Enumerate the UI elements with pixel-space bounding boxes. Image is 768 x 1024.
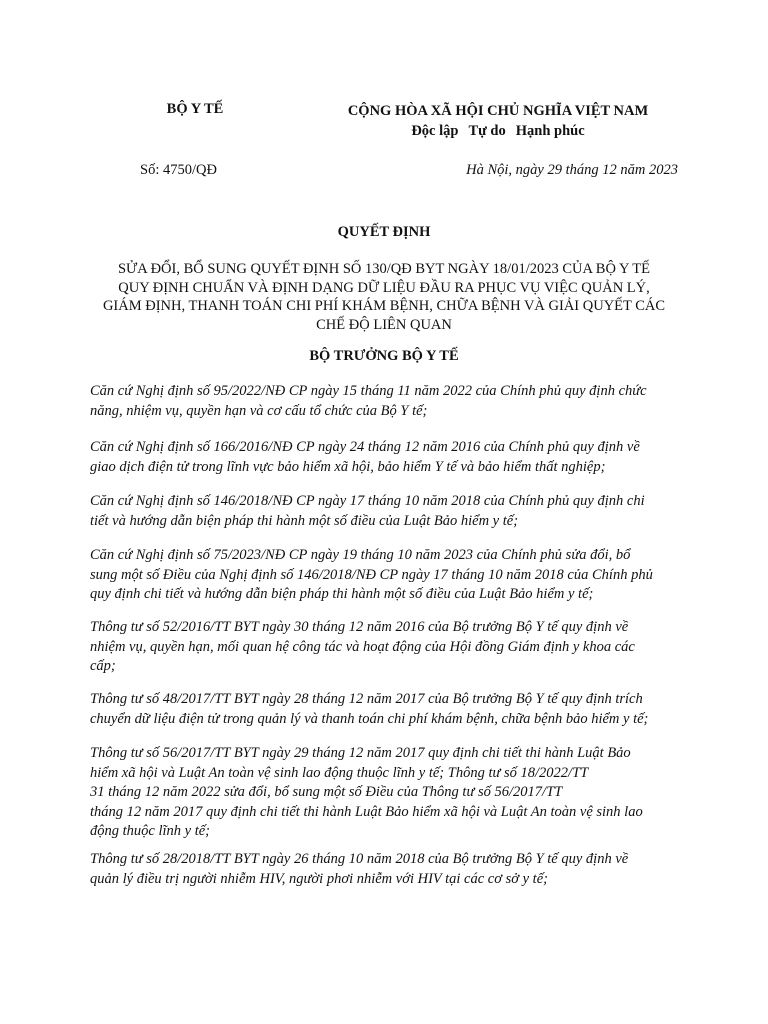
paragraph-line: Căn cứ Nghị định số 75/2023/NĐ CP ngày 19 tháng 10 năm 2023 của Chính phủ sửa đổi, bổ	[90, 547, 631, 563]
document-date: Hà Nội, ngày 29 tháng 12 năm 2023	[466, 162, 678, 178]
legal-basis-paragraph	[90, 690, 682, 729]
country-name: CỘNG HÒA XÃ HỘI CHỦ NGHĨA VIỆT NAM	[347, 103, 649, 119]
paragraph-line: động thuộc lĩnh y tế;	[90, 823, 211, 839]
paragraph-line: Căn cứ Nghị định số 146/2018/NĐ CP ngày 17 tháng 10 năm 2018 của Chính phủ quy định chi	[90, 493, 645, 509]
paragraph-line: Thông tư số 48/2017/TT BYT ngày 28 tháng 12 năm 2017 của Bộ trưởng Bộ Y tế quy định trích	[90, 691, 643, 707]
motto-freedom: Tự do	[468, 123, 506, 139]
legal-basis-paragraph	[90, 744, 682, 842]
document-subtitle	[90, 260, 678, 334]
legal-basis-paragraph	[90, 850, 682, 889]
subtitle-line: QUY ĐỊNH CHUẨN VÀ ĐỊNH DẠNG DỮ LIỆU ĐẦU RA PHỤC VỤ VIỆC QUẢN LÝ,	[118, 279, 650, 296]
document-title: QUYẾT ĐỊNH	[337, 224, 431, 240]
paragraph-line: năng, nhiệm vụ, quyền hạn và cơ cấu tổ chức của Bộ Y tế;	[90, 402, 428, 419]
paragraph-line: quản lý điều trị người nhiễm HIV, người phơi nhiễm với HIV tại các cơ sở y tế;	[90, 870, 548, 887]
paragraph-line: 31 tháng 12 năm 2022 sửa đổi, bổ sung một số Điều của Thông tư số 56/2017/TT	[90, 784, 563, 800]
motto-happiness: Hạnh phúc	[515, 123, 585, 139]
subtitle-line: CHẾ ĐỘ LIÊN QUAN	[316, 316, 452, 333]
legal-basis-paragraph	[90, 492, 682, 531]
paragraph-line: giao dịch điện tử trong lĩnh vực bảo hiểm xã hội, bảo hiểm Y tế và bảo hiểm thất nghiệp;	[90, 458, 606, 475]
national-header	[318, 101, 678, 141]
paragraph-line: hiểm xã hội và Luật An toàn vệ sinh lao động thuộc lĩnh y tế; Thông tư số 18/2022/TT	[90, 764, 589, 781]
legal-basis-paragraph	[90, 618, 682, 677]
subtitle-line: GIÁM ĐỊNH, THANH TOÁN CHI PHÍ KHÁM BỆNH, CHỮA BỆNH VÀ GIẢI QUYẾT CÁC	[102, 298, 666, 314]
national-motto	[318, 121, 678, 141]
paragraph-line: nhiệm vụ, quyền hạn, mối quan hệ công tác và hoạt động của Hội đồng Giám định y khoa các	[90, 638, 635, 655]
document-number: Số: 4750/QĐ	[140, 162, 217, 178]
paragraph-line: tháng 12 năm 2017 quy định chi tiết thi hành Luật Bảo hiểm xã hội và Luật An toàn vệ sinh lao	[90, 803, 643, 820]
paragraph-line: Thông tư số 56/2017/TT BYT ngày 29 tháng 12 năm 2017 quy định chi tiết thi hành Luật Bảo	[90, 745, 631, 761]
paragraph-line: Căn cứ Nghị định số 166/2016/NĐ CP ngày 24 tháng 12 năm 2016 của Chính phủ quy định về	[90, 439, 640, 455]
paragraph-line: sung một số Điều của Nghị định số 146/2018/NĐ CP ngày 17 tháng 10 năm 2018 của Chính phủ	[90, 566, 653, 583]
issuing-authority: BỘ TRƯỞNG BỘ Y TẾ	[309, 348, 459, 364]
paragraph-line: tiết và hướng dẫn biện pháp thi hành một số điều của Luật Bảo hiểm y tế;	[90, 512, 519, 529]
paragraph-line: Căn cứ Nghị định số 95/2022/NĐ CP ngày 15 tháng 11 năm 2022 của Chính phủ quy định chức	[90, 383, 647, 399]
paragraph-line: chuyển dữ liệu điện tử trong quản lý và thanh toán chi phí khám bệnh, chữa bệnh bảo hiểm y tế;	[90, 710, 649, 727]
paragraph-line: Thông tư số 28/2018/TT BYT ngày 26 tháng 10 năm 2018 của Bộ trưởng Bộ Y tế quy định về	[90, 851, 629, 867]
legal-basis-paragraph	[90, 382, 682, 421]
motto-independence: Độc lập	[411, 123, 459, 139]
legal-basis-paragraph	[90, 546, 682, 605]
paragraph-line: cấp;	[90, 658, 116, 674]
subtitle-line: SỬA ĐỔI, BỔ SUNG QUYẾT ĐỊNH SỐ 130/QĐ BYT NGÀY 18/01/2023 CỦA BỘ Y TẾ	[117, 261, 651, 277]
paragraph-line: Thông tư số 52/2016/TT BYT ngày 30 tháng 12 năm 2016 của Bộ trưởng Bộ Y tế quy định về	[90, 619, 629, 635]
paragraph-line: quy định chi tiết và hướng dẫn biện pháp thi hành một số điều của Luật Bảo hiểm y tế;	[90, 586, 594, 602]
ministry-name: BỘ Y TẾ	[166, 101, 224, 117]
legal-basis-paragraph	[90, 438, 682, 477]
